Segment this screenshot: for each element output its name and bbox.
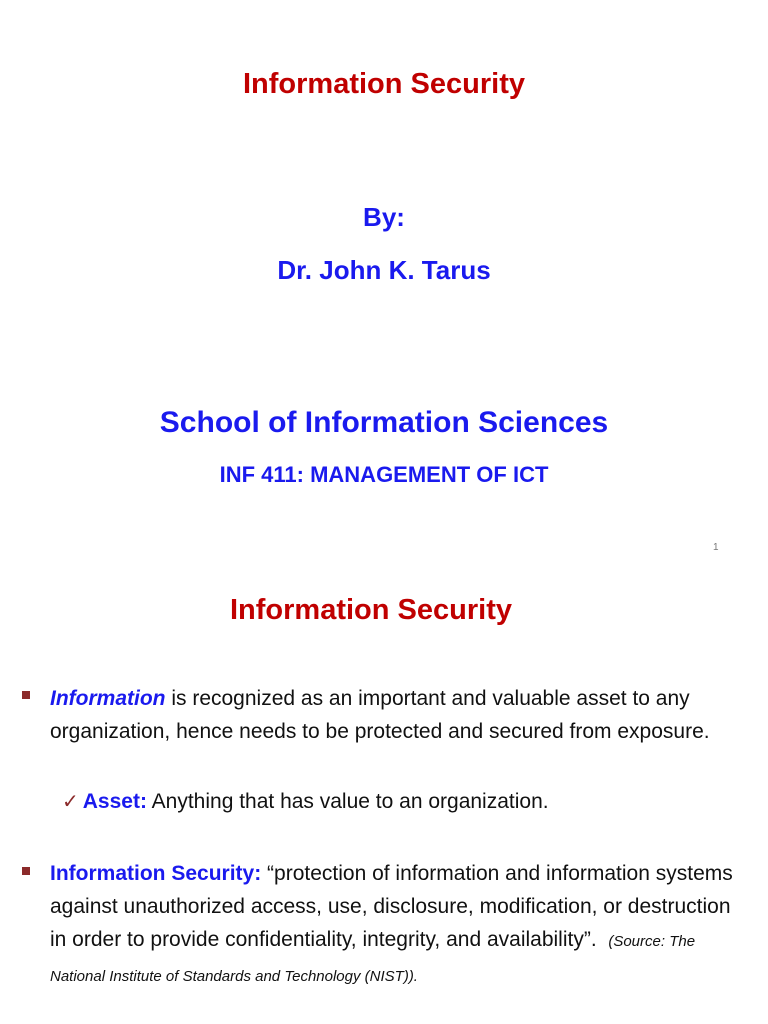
slide-title: Information Security xyxy=(243,68,525,100)
bullet-square-icon xyxy=(22,867,30,875)
sub-bullet-keyword: Asset: xyxy=(82,790,147,813)
bullet-keyword: Information Security: xyxy=(50,862,262,885)
sub-bullet-text: Anything that has value to an organization. xyxy=(146,790,549,813)
bullet-keyword: Information xyxy=(50,687,166,710)
bullet-square-icon xyxy=(22,691,30,699)
sub-bullet-asset xyxy=(62,785,742,819)
slide-title: Information Security xyxy=(230,594,512,626)
by-label: By: xyxy=(363,202,405,232)
author-name: Dr. John K. Tarus xyxy=(277,255,491,285)
bullet-information xyxy=(50,682,750,748)
bullet-text: is recognized as an important and valuable asset to any organization, hence needs to be protected and secured from exposure. xyxy=(50,687,710,743)
source-note: (Source: The National Institute of Standards and Technology (NIST)). xyxy=(50,933,696,985)
bullet-information-security xyxy=(50,857,750,993)
page-number: 1 xyxy=(713,542,719,553)
checkmark-icon: ✓ xyxy=(62,791,79,813)
bullet-text: “protection of information and information systems against unauthorized access, use, disclosure, modification, or destruction in order to provide confidentiality, integrity, and availability”. xyxy=(50,862,733,951)
course-code: INF 411: MANAGEMENT OF ICT xyxy=(219,462,549,487)
school-name: School of Information Sciences xyxy=(159,406,609,439)
slide-2 xyxy=(0,570,768,1024)
